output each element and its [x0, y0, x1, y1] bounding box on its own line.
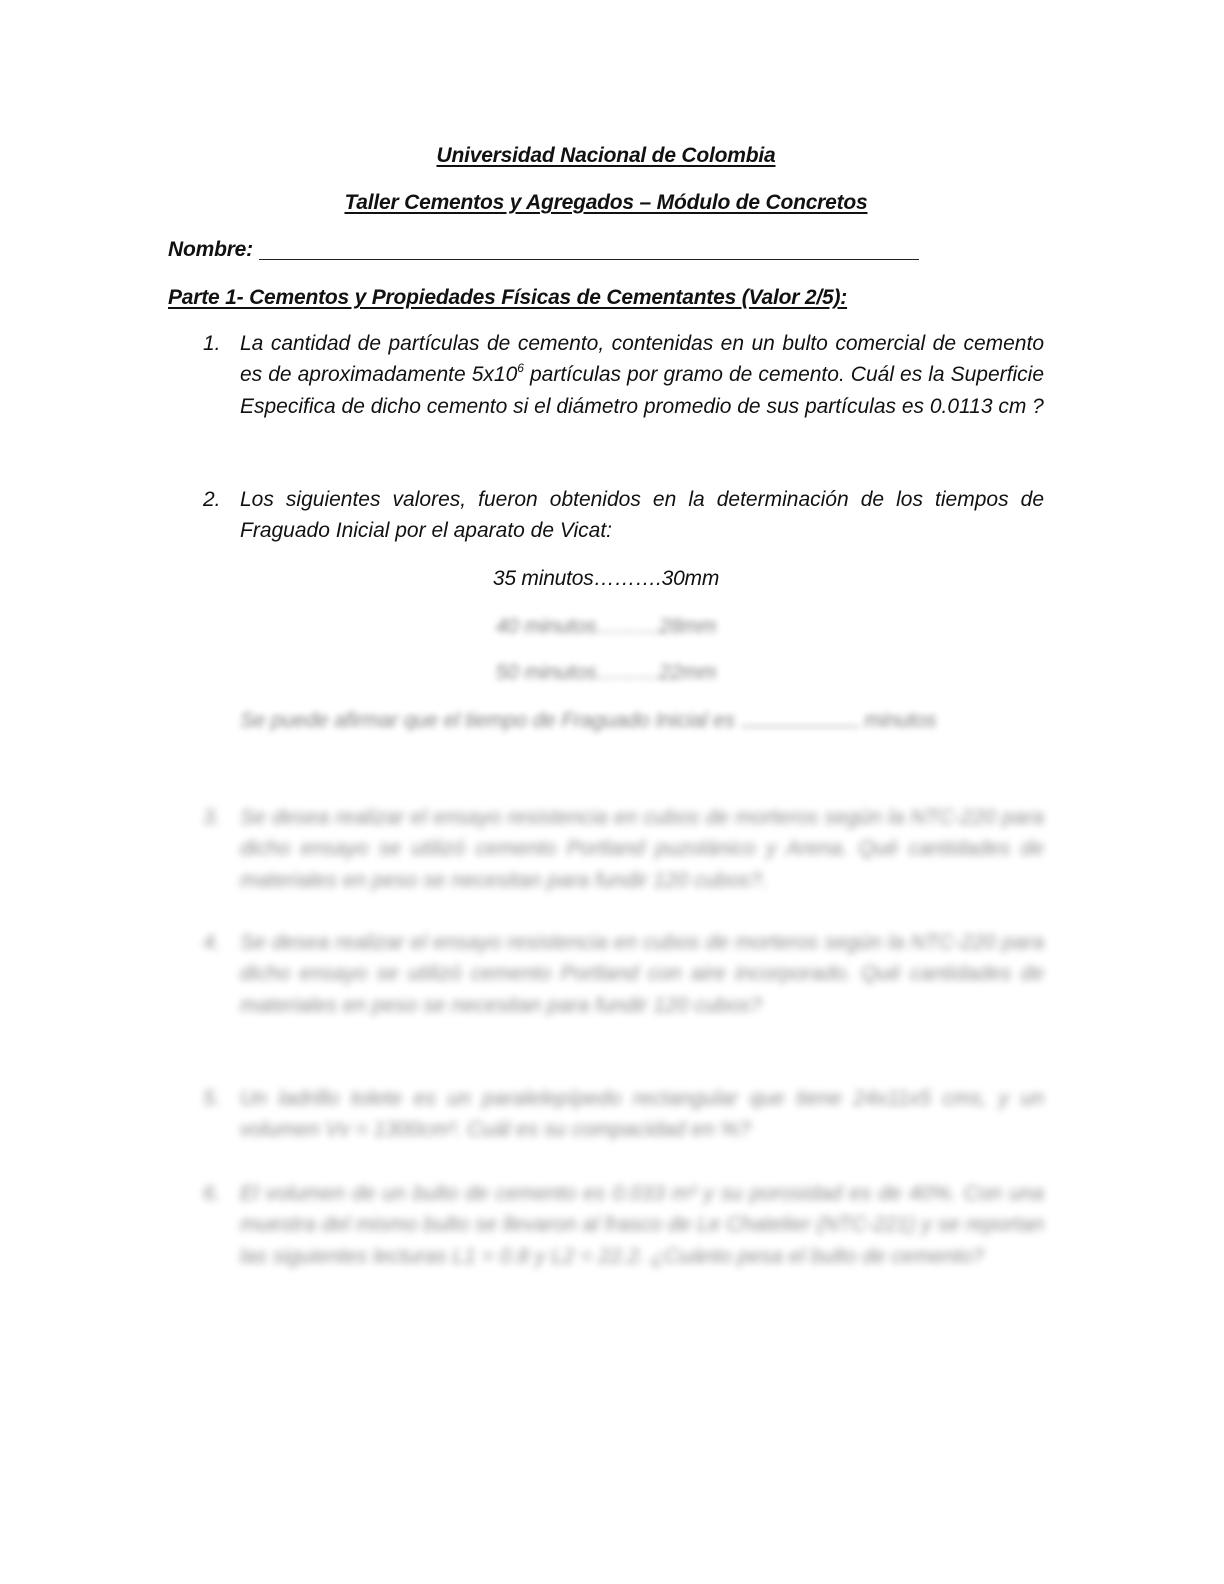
workshop-title: Taller Cementos y Agregados – Módulo de Concretos	[344, 191, 868, 214]
question-number: 3.	[203, 806, 221, 829]
question-text-part: La cantidad de partículas de cemento, contenidas en un bulto comercial de cemento es de aproximadamente 5x10	[240, 332, 1044, 387]
name-field[interactable]	[259, 235, 919, 260]
question-number: 5.	[203, 1087, 221, 1110]
question-text-part: partículas por gramo de cemento. Cuál es la Superficie Especifica de dicho cemento si el diámetro promedio de sus partículas es 0.0113 cm ?	[240, 363, 1044, 418]
question-2-text: Los siguientes valores, fueron obtenidos en la determinación de los tiempos de Fraguado Inicial por el aparato de Vicat:	[240, 488, 1044, 543]
question-4-text: Se desea realizar el ensayo resistencia en cubos de morteros según la NTC-220 para dicho ensayo se utilizó cemento Portland con aire incorporado. Qué cantidades de materiales en peso se necesitan para fundir 120 cubos?	[240, 931, 1044, 1017]
question-1-text	[240, 328, 1044, 422]
question-number: 6.	[203, 1182, 221, 1205]
vicat-reading: 50 minutos………22mm	[495, 661, 717, 684]
conclusion-unit: minutos	[864, 709, 937, 732]
question-3-text: Se desea realizar el ensayo resistencia en cubos de morteros según la NTC-220 para dicho ensayo se utilizó cemento Portland puzolánico y Arena. Qué cantidades de materiales en peso se necesitan para fundir 120 cubos?.	[240, 806, 1044, 892]
conclusion-text: Se puede afirmar que el tiempo de Fraguado Inicial es	[240, 709, 735, 732]
university-title: Universidad Nacional de Colombia	[436, 144, 776, 167]
question-6-text: El volumen de un bulto de cemento es 0.033 m³ y su porosidad es de 40%. Con una muestra del mismo bulto se llevaron al frasco de Le Chatelier (NTC-221) y se reportan las siguientes lecturas L1 = 0.8 y L2 = 22.2. ¿Cuánto pesa el bulto de cemento?	[240, 1182, 1044, 1268]
exponent: 6	[517, 361, 524, 376]
part-heading: Parte 1- Cementos y Propiedades Físicas de Cementantes (Valor 2/5):	[168, 286, 848, 309]
conclusion-line	[240, 705, 936, 736]
vicat-reading: 35 minutos……….30mm	[492, 567, 720, 590]
name-row	[168, 234, 919, 265]
name-label: Nombre:	[168, 238, 253, 261]
question-number: 2.	[203, 488, 221, 511]
vicat-reading: 40 minutos………28mm	[495, 615, 717, 638]
question-number: 4.	[203, 931, 221, 954]
answer-blank[interactable]	[741, 706, 859, 727]
question-number: 1.	[203, 332, 221, 355]
question-5-text: Un ladrillo tolete es un paralelepípedo rectangular que tiene 24x11x5 cms, y un volumen Vv = 1300cm³. Cuál es su compacidad en %?	[240, 1087, 1044, 1142]
